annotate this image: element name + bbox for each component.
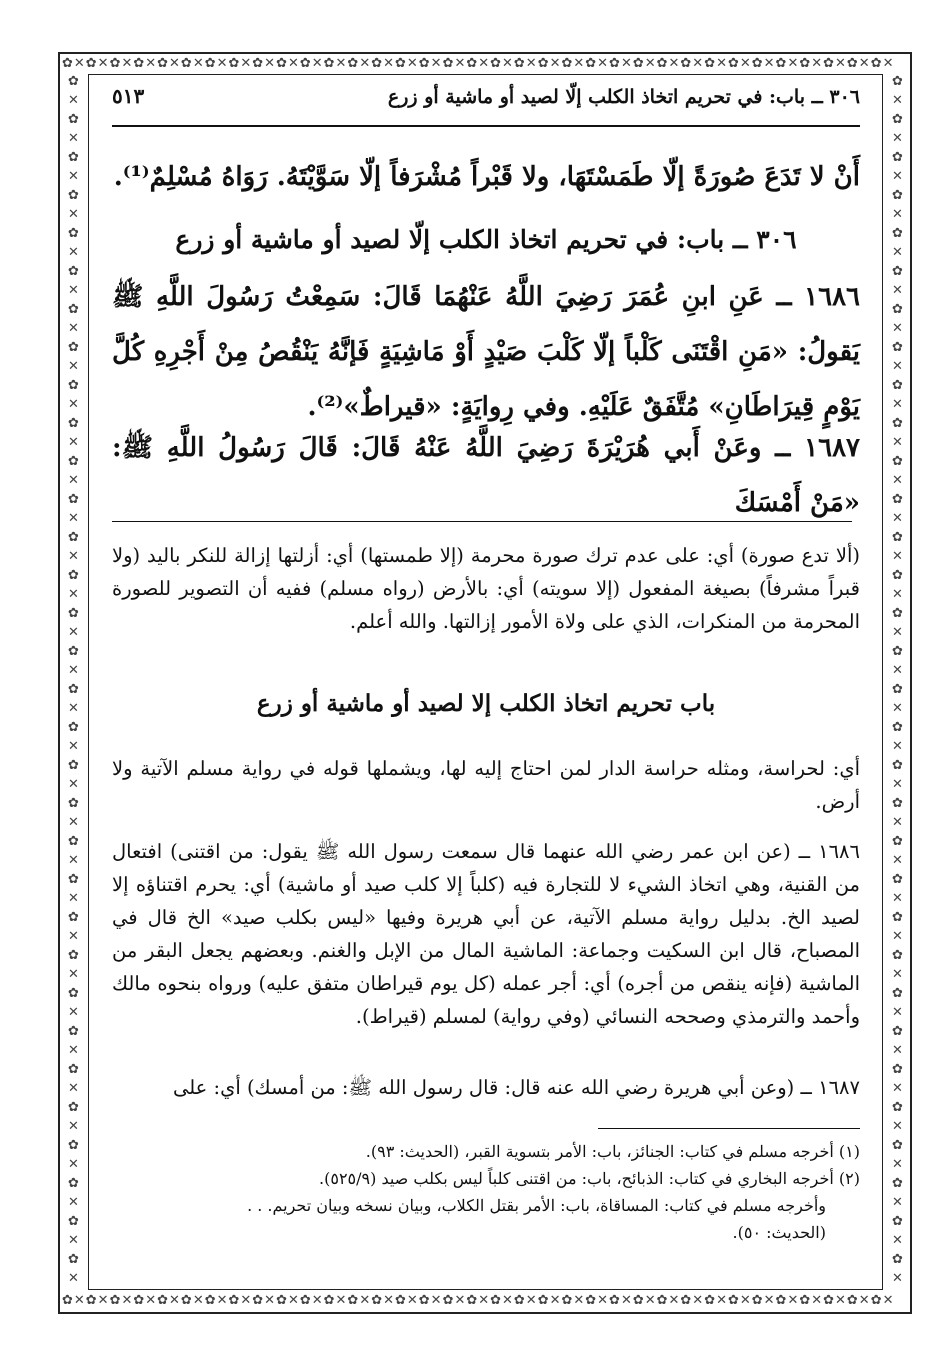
- header-rule: [112, 125, 860, 127]
- footnote-2: (٢) أخرجه البخاري في كتاب: الذبائح، باب: من اقتنى كلباً ليس بكلب صيد (٥٢٥/٩).: [319, 1169, 860, 1188]
- ornamental-border-right: ✿✕✿✕✿✕✿✕✿✕✿✕✿✕✿✕✿✕✿✕✿✕✿✕✿✕✿✕✿✕✿✕✿✕✿✕✿✕✿✕✿✕✿✕✿✕✿✕✿✕✿✕✿✕✿✕✿✕✿✕✿✕✿✕: [892, 74, 904, 1286]
- matn-chapter-title: ٣٠٦ ــ باب: في تحريم اتخاذ الكلب إلّا لصيد أو ماشية أو زرع: [175, 225, 797, 254]
- hadith-1687: ١٦٨٧ ــ وعَنْ أَبي هُرَيْرَةَ رَضِيَ اللَّهُ عَنْهُ قَالَ: قَالَ رَسُولُ اللَّهِ ﷺ: «مَنْ أَمْسَكَ: [112, 433, 860, 518]
- ornamental-border-top: ✿✕✿✕✿✕✿✕✿✕✿✕✿✕✿✕✿✕✿✕✿✕✿✕✿✕✿✕✿✕✿✕✿✕✿✕✿✕✿✕✿✕✿✕✿✕✿✕✿✕✿✕✿✕✿✕✿✕✿✕✿✕✿✕✿✕✿✕✿✕: [62, 57, 895, 71]
- commentary-paragraph-3: ١٦٨٦ ــ (عن ابن عمر رضي الله عنهما قال سمعت رسول الله ﷺ يقول: من اقتنى) افتعال من القنية، وهي اتخاذ الشيء لا للتجارة فيه (كلباً إلا كلب صيد أو ماشية) أي: يحرم اقتناؤه إلا لصيد الخ. بدليل رواية مسلم الآتية، عن أبي هريرة وفيها «ليس بكلب صيد» الخ قال في المصباح، قال ابن السكيت وجماعة: الماشية المال من الإبل والغنم. وبعضهم يجعل البقر من الماشية (فإنه ينقص من أجره) أي: أجر عمله (كل يوم قيراطان متفق عليه) ورواه بنحوه مالك وأحمد والترمذي وصححه النسائي (وفي رواية) لمسلم (قيراط).: [112, 840, 860, 1028]
- footnote-1: (١) أخرجه مسلم في كتاب: الجنائز، باب: الأمر بتسوية القبر، (الحديث: ٩٣).: [365, 1142, 860, 1161]
- matn-opening-line: أَنْ لا تَدَعَ صُورَةً إلّا طَمَسْتَهَا، ولا قَبْراً مُشْرَفاً إلّا سَوَّيْتَهُ. رَوَاهُ مُسْلِمٌ⁽¹⁾.: [113, 162, 860, 192]
- footnote-rule: [598, 1128, 860, 1129]
- footnotes: [112, 1138, 860, 1246]
- commentary-chapter-title: باب تحريم اتخاذ الكلب إلا لصيد أو ماشية أو زرع: [256, 690, 716, 717]
- hadith-1686: ١٦٨٦ ــ عَنِ ابنِ عُمَرَ رَضِيَ اللَّهُ عَنْهُمَا قَالَ: سَمِعْتُ رَسُولَ اللَّهِ ﷺ يَقولُ: «مَنِ اقْتَنَى كَلْباً إلّا كَلْبَ صَيْدٍ أَوْ مَاشِيَةٍ فَإنَّهُ يَنْقُصُ مِنْ أَجْرِهِ كُلَّ يَوْمٍ قِيرَاطَانِ» مُتَّفَقٌ عَلَيْهِ. وفي رِوايَةٍ: «قيراطٌ»⁽²⁾.: [112, 282, 860, 422]
- page-number: ٥١٣: [112, 84, 145, 108]
- commentary-paragraph-1: (ألا تدع صورة) أي: على عدم ترك صورة محرمة (إلا طمستها) أي: أزلتها إزالة للنكر باليد (ولا قبراً مشرفاً) بصيغة المفعول (إلا سويته) أي: بالأرض (رواه مسلم) ففيه أن التصوير للصورة المحرمة من المنكرات، الذي على ولاة الأمور إزالتها. والله أعلم.: [112, 544, 860, 633]
- commentary-paragraph-2: أي: لحراسة، ومثله حراسة الدار لمن احتاج إليه لها، ويشملها قوله في رواية مسلم الآتية ولا أرض.: [112, 757, 860, 813]
- running-header: [112, 84, 860, 114]
- page-frame-inner: [88, 74, 883, 1290]
- ornamental-border-left: ✿✕✿✕✿✕✿✕✿✕✿✕✿✕✿✕✿✕✿✕✿✕✿✕✿✕✿✕✿✕✿✕✿✕✿✕✿✕✿✕✿✕✿✕✿✕✿✕✿✕✿✕✿✕✿✕✿✕✿✕✿✕✿✕: [68, 74, 80, 1286]
- section-divider: [112, 521, 852, 522]
- running-head-title: ٣٠٦ ــ باب: في تحريم اتخاذ الكلب إلّا لصيد أو ماشية أو زرع: [387, 86, 860, 108]
- commentary-paragraph-4: ١٦٨٧ ــ (وعن أبي هريرة رضي الله عنه قال: قال رسول الله ﷺ: من أمسك) أي: على: [172, 1076, 860, 1099]
- footnote-2-continued: وأخرجه مسلم في كتاب: المساقاة، باب: الأمر بقتل الكلاب، وبيان نسخه وبيان تحريم. . .: [247, 1196, 826, 1215]
- ornamental-border-bottom: ✿✕✿✕✿✕✿✕✿✕✿✕✿✕✿✕✿✕✿✕✿✕✿✕✿✕✿✕✿✕✿✕✿✕✿✕✿✕✿✕✿✕✿✕✿✕✿✕✿✕✿✕✿✕✿✕✿✕✿✕✿✕✿✕✿✕✿✕✿✕: [62, 1294, 895, 1308]
- footnote-2-reference: (الحديث: ٥٠).: [732, 1223, 826, 1242]
